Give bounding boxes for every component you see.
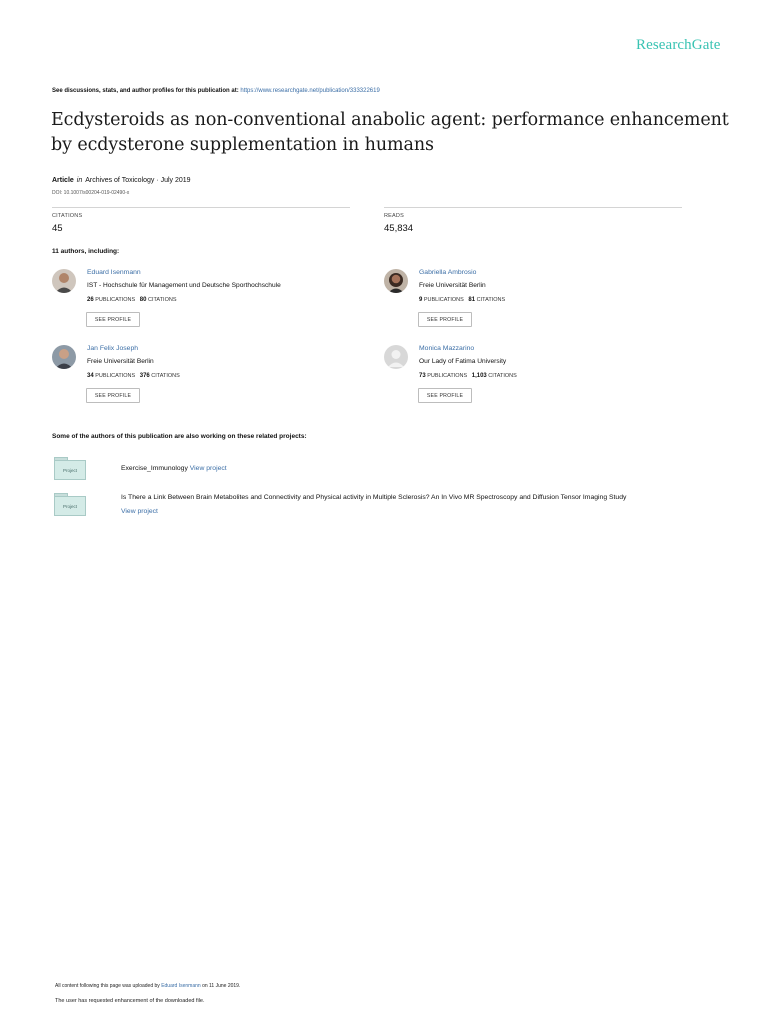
avatar[interactable] [384,345,408,369]
publications-label: PUBLICATIONS [427,373,468,379]
stats-divider-right [384,207,682,208]
journal-name[interactable]: Archives of Toxicology · July 2019 [85,177,191,184]
author-name[interactable]: Monica Mazzarino [419,345,475,352]
upload-note-prefix: All content following this page was uploaded by [55,983,160,989]
publication-meta [52,177,191,184]
see-profile-button[interactable]: SEE PROFILE [418,312,472,327]
author-name[interactable]: Jan Felix Joseph [87,345,139,352]
avatar[interactable] [52,345,76,369]
author-affiliation: Freie Universität Berlin [87,358,154,365]
citations-count: 81 [468,297,476,303]
stats-divider-left [52,207,350,208]
citations-value: 45 [52,223,63,234]
reads-value: 45,834 [384,223,414,234]
author-affiliation: Our Lady of Fatima University [419,358,507,365]
doi: DOI: 10.1007/s00204-019-02490-x [52,190,130,196]
request-note: The user has requested enhancement of the downloaded file. [55,998,205,1004]
article-type: Article [52,177,74,184]
citations-label: CITATIONS [488,373,517,379]
author-stats [419,373,517,379]
see-profile-button[interactable]: SEE PROFILE [418,388,472,403]
folder-label: Project [54,496,86,516]
publications-count: 73 [419,373,426,379]
citations-count: 376 [139,373,150,379]
avatar[interactable] [384,269,408,293]
author-name[interactable]: Gabriella Ambrosio [419,269,477,276]
author-name[interactable]: Eduard Isenmann [87,269,141,276]
upload-note-suffix: on 11 June 2019. [202,983,241,989]
reads-label: READS [384,213,404,219]
publications-count: 34 [87,373,94,379]
author-stats [419,297,505,303]
publication-title: Ecdysteroids as non-conventional anabolic agent: performance enhancement by ecdysterone supplementation in humans [51,110,729,155]
citations-count: 80 [139,297,147,303]
avatar[interactable] [52,269,76,293]
author-stats [87,373,180,379]
publications-count: 9 [419,297,423,303]
uploader-link[interactable]: Eduard Isenmann [161,983,201,989]
project-folder-icon [54,493,84,515]
authors-heading: 11 authors, including: [52,248,120,255]
author-affiliation: Freie Universität Berlin [419,282,486,289]
profile-note [52,88,380,94]
citations-label: CITATIONS [476,297,506,303]
publication-url-link[interactable]: https://www.researchgate.net/publication/333322619 [240,88,380,94]
citations-label: CITATIONS [147,297,177,303]
publications-count: 26 [87,297,94,303]
see-profile-button[interactable]: SEE PROFILE [86,388,140,403]
folder-label: Project [54,460,86,480]
see-profile-button[interactable]: SEE PROFILE [86,312,140,327]
related-projects-heading: Some of the authors of this publication are also working on these related projects: [52,433,307,440]
view-project-link[interactable]: View project [121,508,158,515]
meta-in: in [76,177,83,184]
publications-label: PUBLICATIONS [95,373,136,379]
author-stats [87,297,177,303]
citations-label: CITATIONS [151,373,180,379]
project-title: Exercise_Immunology [121,465,188,472]
project-title: Is There a Link Between Brain Metabolites and Connectivity and Physical activity in Multiple Sclerosis? An In Vivo MR Spectroscopy and Diffusion Tensor Imaging Study [121,494,627,501]
researchgate-logo[interactable]: ResearchGate [636,37,721,53]
project-folder-icon [54,457,84,479]
profile-note-text: See discussions, stats, and author profiles for this publication at: [52,88,239,94]
publications-label: PUBLICATIONS [95,297,136,303]
project-item [121,465,227,472]
author-affiliation: IST - Hochschule für Management und Deutsche Sporthochschule [87,282,281,289]
view-project-link[interactable]: View project [189,465,227,472]
publications-label: PUBLICATIONS [423,297,464,303]
upload-note [55,983,240,989]
citations-count: 1,103 [471,373,487,379]
citations-label: CITATIONS [52,213,83,219]
